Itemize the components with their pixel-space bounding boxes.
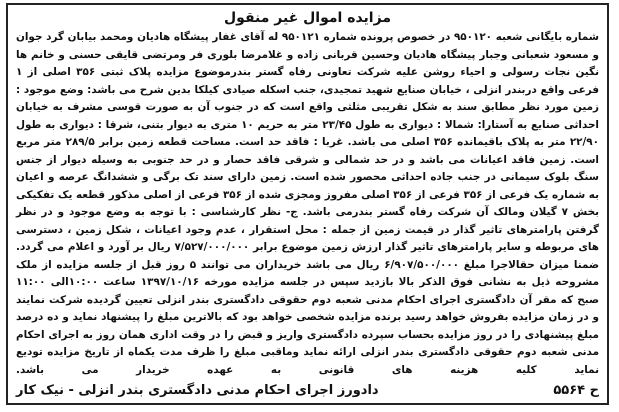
- notice-title: مزایده اموال غیر منقول: [224, 10, 391, 26]
- notice-signature: دادورز اجرای احکام مدنی دادگستری بندر انزلی - نیک کار: [16, 383, 379, 398]
- auction-notice: [6, 3, 609, 405]
- notice-code: ح ۵۵۶۴: [553, 383, 599, 398]
- notice-footer: [16, 382, 599, 400]
- notice-body: شماره بایگانی شعبه ۹۵۰۱۲۰ در خصوص پرونده شماره ۹۵۰۱۲۱ له آقای غفار پیشگاه هادیان ومحمد بیابان گرد جوان و مسعود شعبانی وجبار پیشگاه هادیان وحسین قربانی زاده و غلامرضا بلوری فر ومرتضی قایقی حسنی و خانم ها نگین نجات رسولی و احیاء روشن علیه شرکت تعاونی رفاه گستر بندرموضوع مزایده پلاک ثبتی ۳۵۶ اصلی از ۱ فرعی واقع دربندر انزلی ، خیابان صنایع شهید تمجیدی، جنب اسکله صیادی کیلکا بدین شرح می باشد: وضع موجود : زمین مورد نظر مطابق سند به شکل تقریبی مثلثی واقع است که در جنوب آن به صورت قوسی مشرف به خیابان احداثی صنایع به آستارا: شمالا : دیواری به طول ۲۳/۴۵ متر به حریم ۱۰ متری به دیوار بتنی، شرقا : دیواری به طول ۲۲/۹۰ متر به پلاک باقیمانده ۳۵۶ اصلی می باشد. غربا : فاقد حد است. مساحت قطعه زمین برابر ۲۸۹/۵ متر مربع است. زمین فاقد اعیانات می باشد و در حد شمالی و شرقی فاقد حصار و در حد جنوبی به وسیله دیوار از جنس سنگ بلوک سیمانی در جنب جاده احداثی محصور شده است. زمین دارای سند تک برگی و ششدانگ عرصه و اعیان به شماره یک فرعی از ۳۵۶ فرعی از ۳۵۶ اصلی مفروز ومجزی شده از ۳۵۶ فرعی از اصلی مذکور قطعه یک تفکیکی بخش ۷ گیلان ومالک آن شرکت رفاه گستر بندرمی باشد. ج- نظر کارشناسی : با توجه به وضع موجود و در نظر گرفتن پارامترهای تاثیر گذار در قیمت زمین از جمله : محل استقرار ، عدم وجود اعیانات ، شکل زمین ، دسترسی های مربوطه و سایر پارامترهای تاثیر گذار ارزش زمین موضوع برابر ۷/۵۲۷/۰۰۰/۰۰۰ ریال بر آورد و اعلام می گردد. ضمنا میزان حقالاجرا مبلغ ۶/۹۰۷/۵۰۰/۰۰۰ ریال می باشد خریداران می توانند ۵ روز قبل از جلسه مزایده از ملک مشروحه ذیل به نشانی فوق الذکر بالا بازدید سپس در جلسه مزایده مورخه ۱۳۹۷/۱۰/۱۶ ساعت ۱۰:۰۰الی ۱۱:۰۰ صبح که مقر آن دادگستری اجرای احکام مدنی شعبه دوم حقوقی دادگستری بندر انزلی تعیین گردیده شرکت نمایند و در زمان مزایده بفروش خواهد رسید برنده مزایده شخصی خواهد بود که بالاترین مبلغ را پیشنهاد نماید و ده درصد مبلغ پیشنهادی را در روز مزایده بحساب سپرده دادگستری واریز و قبض را در وقت اداری همان روز به اجرای احکام مدنی شعبه دوم حقوقی دادگستری بندر انزلی ارائه نماید وماقبی مبلغ را ظرف مدت یکماه از تاریخ مزایده تودیع نماید کلیه هزینه های قانونی به عهده خریدار می باشد.: [16, 31, 600, 376]
